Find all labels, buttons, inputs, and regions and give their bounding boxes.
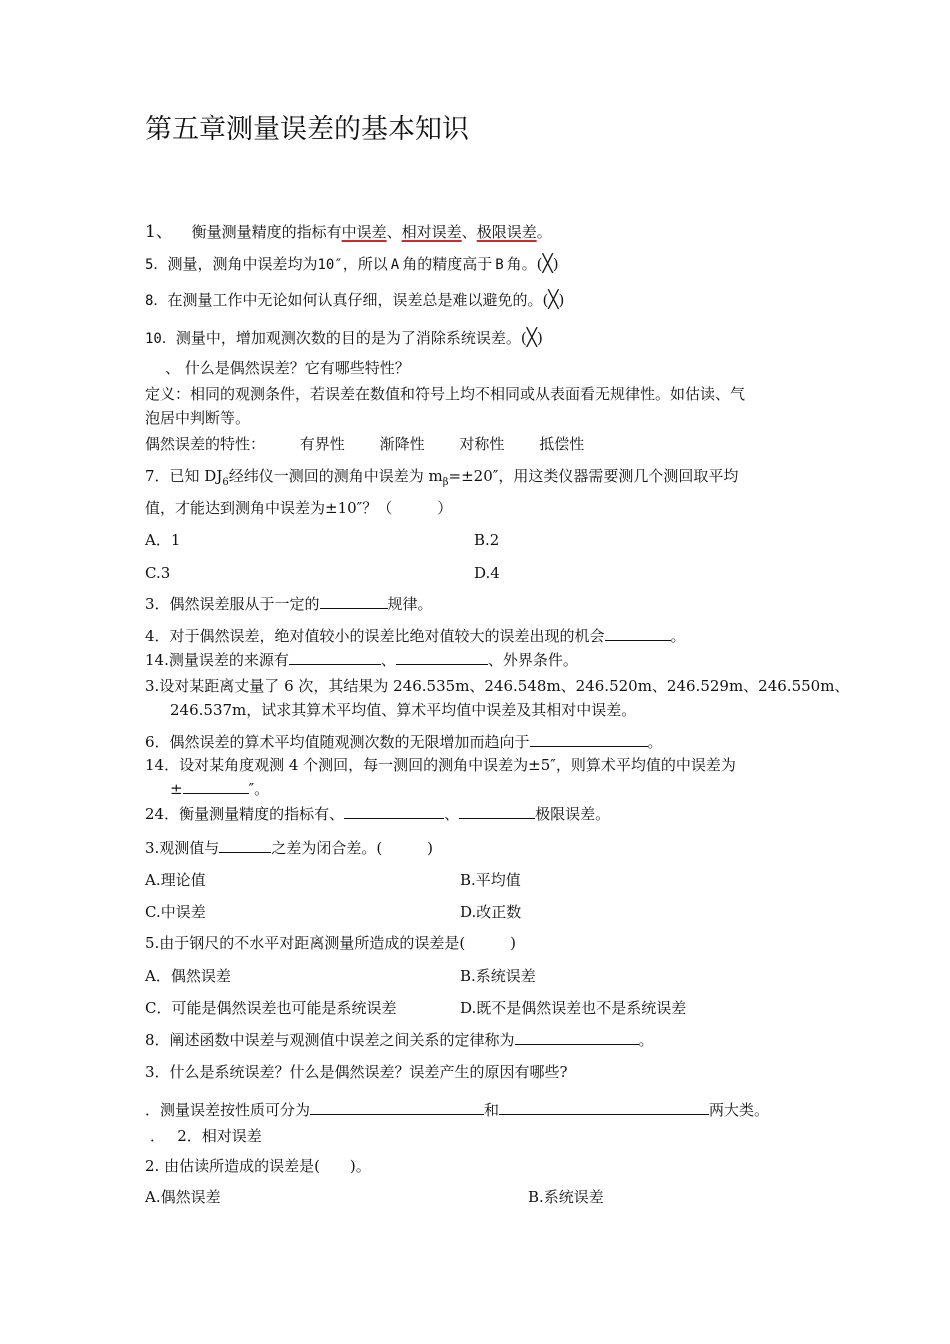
option-c: C.3 [145, 564, 171, 582]
question-text: 。 [647, 733, 663, 751]
answer-blank [320, 594, 388, 609]
trait-symmetric: 对称性 [459, 435, 505, 453]
option-d: D.改正数 [460, 903, 522, 921]
calc-question-3-line-2: 246.537m，试求其算术平均值、算术平均值中误差及其相对中误差。 [170, 701, 637, 719]
question-text: 规律。 [387, 595, 433, 613]
option-b: B.2 [474, 531, 500, 549]
question-accidental-error: 、 什么是偶然误差？它有哪些特性？ [165, 359, 410, 377]
option-b: B.系统误差 [528, 1188, 604, 1206]
trait-decreasing: 渐降性 [379, 435, 425, 453]
answer-blank [289, 650, 381, 665]
question-text: ± [170, 780, 183, 798]
question-text: ″。 [248, 780, 270, 798]
question-text: 在测量工作中无论如何认真仔细，误差总是难以避免的。( [167, 291, 549, 309]
question-text: 。 [638, 1031, 654, 1049]
question-text: 3.观测值与 [145, 839, 220, 857]
page-title: 第五章测量误差的基本知识 [145, 114, 469, 145]
answer-blank [310, 1100, 484, 1115]
angle-value: 10″ [317, 257, 343, 273]
answer-blank [396, 650, 488, 665]
question-text: 、外界条件。 [487, 651, 578, 669]
question-7-line-2: 值，才能达到测角中误差为±10″？（ ） [145, 499, 453, 517]
question-text: 24．衡量测量精度的指标有、 [145, 805, 345, 823]
option-b: B.系统误差 [460, 967, 536, 985]
option-c: C.中误差 [145, 903, 206, 921]
answer-blank [344, 804, 444, 819]
separator: 、 [444, 805, 460, 823]
question-number: 5． [145, 257, 168, 273]
question-8 [145, 290, 564, 311]
question-text: 8．阐述函数中误差与观测值中误差之间关系的定律称为 [145, 1031, 515, 1049]
traits-label: 偶然误差的特性： [145, 435, 266, 453]
question-text: 两大类。 [709, 1101, 770, 1119]
close-paren: ) [558, 291, 565, 309]
fill-question-14 [145, 650, 578, 670]
period: 。 [536, 223, 552, 241]
relative-error-heading: ． 2．相对误差 [150, 1127, 262, 1145]
answer-blank [459, 804, 535, 819]
answer-limit-error: 极限误差 [476, 223, 537, 241]
angle-a-label: A [390, 257, 400, 273]
separator: 、 [461, 223, 477, 241]
trait-compensating: 抵偿性 [539, 435, 585, 453]
calc-question-3-line-1: 3.设对某距离丈量了 6 次，其结果为 246.535m、246.548m、246.520m、246.529m、246.550m、 [145, 677, 850, 695]
mc-question-5: 5.由于钢尺的不水平对距离测量所造成的误差是( ) [145, 934, 517, 952]
question-text: 之差为闭合差。( ) [271, 839, 434, 857]
question-text: 测量，测角中误差均为 [167, 255, 318, 273]
question-10 [145, 328, 543, 349]
question-text: 衡量测量精度的指标有 [191, 223, 342, 241]
option-b: B.平均值 [460, 871, 521, 889]
fill-question-3 [145, 594, 433, 614]
answer-blank [219, 838, 271, 853]
fill-question-14b-line-2 [170, 779, 269, 799]
definition-line-1: 定义：相同的观测条件，若误差在数值和符号上均不相同或从表面看无规律性。如估读、气 [145, 385, 746, 403]
answer-blank [530, 732, 648, 747]
question-text: 。 [670, 627, 686, 645]
question-text: 角的精度高于 [402, 255, 493, 273]
close-paren: ) [552, 255, 559, 273]
question-text: 6．偶然误差的算术平均值随观测次数的无限增加而趋向于 [145, 733, 530, 751]
question-7-line-1 [145, 466, 738, 486]
question-text: 4．对于偶然误差，绝对值较小的误差比绝对值较大的误差出现的机会 [145, 627, 605, 645]
option-a: A．1 [145, 531, 181, 549]
question-text: ．测量误差按性质可分为 [145, 1101, 311, 1119]
option-a: A.理论值 [145, 871, 206, 889]
question-number: 8． [145, 293, 168, 309]
accidental-traits [145, 434, 584, 454]
question-5 [145, 254, 559, 275]
answer-mean-error: 中误差 [341, 223, 387, 241]
question-number: 1、 [145, 222, 173, 242]
separator: 、 [386, 223, 402, 241]
option-a: A．偶然误差 [145, 967, 231, 985]
fill-question-6 [145, 732, 663, 752]
fill-question-4 [145, 626, 686, 646]
cross-mark-icon: ╳ [548, 290, 559, 310]
option-a: A.偶然误差 [145, 1188, 221, 1206]
question-text: 7．已知 DJ [145, 467, 223, 485]
answer-blank [183, 779, 249, 794]
fill-question-14b-line-1: 14．设对某角度观测 4 个测回，每一测回的测角中误差为±5″，则算术平均值的中误差为 [145, 756, 736, 774]
subscript: 6 [222, 477, 229, 488]
answer-relative-error: 相对误差 [401, 223, 462, 241]
mc-question-2: 2. 由估读所造成的误差是( )。 [145, 1157, 371, 1175]
short-question-3: 3．什么是系统误差？什么是偶然误差？误差产生的原因有哪些? [145, 1063, 568, 1081]
question-text: 测量中，增加观测次数的目的是为了消除系统误差。( [175, 329, 527, 347]
answer-blank [515, 1030, 639, 1045]
close-paren: ) [536, 329, 543, 347]
fill-question-classification [145, 1100, 769, 1120]
question-text: 极限误差。 [535, 805, 611, 823]
question-number: 10． [145, 331, 176, 347]
question-text: 角。( [506, 255, 543, 273]
question-text: 3．偶然误差服从于一定的 [145, 595, 320, 613]
question-text: 和 [484, 1101, 500, 1119]
option-d: D.既不是偶然误差也不是系统误差 [460, 999, 687, 1017]
fill-question-8 [145, 1030, 654, 1050]
mc-question-3 [145, 838, 433, 858]
option-c: C．可能是偶然误差也可能是系统误差 [145, 999, 397, 1017]
cross-mark-icon: ╳ [542, 254, 553, 274]
question-text: 14.测量误差的来源有 [145, 651, 289, 669]
definition-line-2: 泡居中判断等。 [145, 409, 251, 427]
option-d: D.4 [474, 564, 500, 582]
separator: 、 [380, 651, 396, 669]
question-text: 经纬仪一测回的测角中误差为 m [228, 467, 443, 485]
question-1 [145, 222, 552, 242]
subscript: β [442, 477, 449, 488]
cross-mark-icon: ╳ [526, 328, 537, 348]
trait-bounded: 有界性 [299, 435, 345, 453]
answer-blank [499, 1100, 709, 1115]
question-text: =±20″，用这类仪器需要测几个测回取平均 [448, 467, 739, 485]
question-text: ，所以 [342, 255, 388, 273]
fill-question-24 [145, 804, 610, 824]
answer-blank [605, 626, 671, 641]
angle-b-label: B [495, 257, 504, 273]
